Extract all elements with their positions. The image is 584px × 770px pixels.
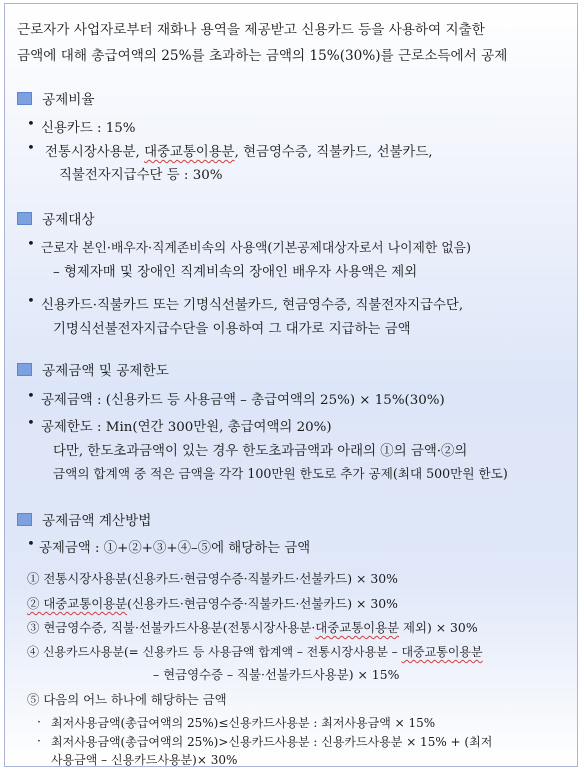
bullet-dot-icon: • xyxy=(27,141,35,156)
calc-item-1: ① 전통시장사용분(신용카드·현금영수증·직불카드·선불카드) × 30% xyxy=(27,571,398,586)
rate-30-line-1: 전통시장사용분, 대중교통이용분, 현금영수증, 직불카드, 선불카드, xyxy=(45,145,433,160)
calculation-formula: 공제금액 : ①+②+③+④–⑤에 해당하는 금액 xyxy=(39,541,311,556)
calc-item-4-line-2: – 현금영수증 – 직불·선불카드사용분) × 15% xyxy=(153,667,400,682)
square-bullet-icon xyxy=(17,92,32,105)
calc-item-2: ② 대중교통이용분(신용카드·현금영수증·직불카드·선불카드) × 30% xyxy=(27,596,398,611)
rate-30-line-2: 직불전자지급수단 등 : 30% xyxy=(59,168,223,183)
section-heading-calculation xyxy=(17,509,151,529)
section-heading-target xyxy=(17,208,95,228)
calc-item-4-line-1: ④ 신용카드사용분(= 신용카드 등 사용금액 합계액 – 전통시장사용분 – 대중교통이용분 xyxy=(27,645,483,659)
section-title: 공제금액 계산방법 xyxy=(42,513,152,529)
section-title: 공제대상 xyxy=(42,212,95,228)
bullet-dot-icon: • xyxy=(27,237,35,252)
section-title: 공제금액 및 공제한도 xyxy=(42,363,169,379)
square-bullet-icon xyxy=(17,513,32,526)
target-line-4: 기명식선불전자지급수단을 이용하여 그 대가로 지급하는 금액 xyxy=(53,322,411,337)
calc-item-5-case-b-line-2: 사용금액 – 신용카드사용분)× 30% xyxy=(51,753,238,767)
bullet-dot-icon: • xyxy=(27,537,35,552)
section-heading-amount-limit xyxy=(17,359,169,379)
deduction-limit-line-3: 금액의 합계액 중 적은 금액을 각각 100만원 한도로 추가 공제(최대 500만원 한도) xyxy=(53,466,508,481)
calc-item-5: ⑤ 다음의 어느 하나에 해당하는 금액 xyxy=(27,692,227,707)
square-bullet-icon xyxy=(17,212,32,225)
bullet-dot-icon: · xyxy=(37,714,41,729)
section-heading-rate xyxy=(17,88,95,108)
deduction-amount-formula: 공제금액 : (신용카드 등 사용금액 – 총급여액의 25%) × 15%(30%) xyxy=(41,393,445,408)
intro-line-2: 금액에 대해 총급여액의 25%를 초과하는 금액의 15%(30%)를 근로소득에서 공제 xyxy=(17,48,508,64)
bullet-dot-icon: • xyxy=(27,294,35,309)
bullet-dot-icon: · xyxy=(37,733,41,748)
calc-item-5-case-a: 최저사용금액(총급여액의 25%)≤신용카드사용분 : 최저사용금액 × 15% xyxy=(51,716,436,730)
target-line-2: – 형제자매 및 장애인 직계비속의 장애인 배우자 사용액은 제외 xyxy=(53,265,418,280)
intro-line-1: 근로자가 사업자로부터 재화나 용역을 제공받고 신용카드 등을 사용하여 지출한 xyxy=(17,22,485,38)
square-bullet-icon xyxy=(17,363,32,376)
target-line-3: 신용카드·직불카드 또는 기명식선불카드, 현금영수증, 직불전자지급수단, xyxy=(41,298,464,313)
calc-item-5-case-b-line-1: 최저사용금액(총급여액의 25%)>신용카드사용분 : 신용카드사용분 × 15% + (최저 xyxy=(51,735,493,749)
bullet-dot-icon: • xyxy=(27,416,35,431)
rate-credit-card: 신용카드 : 15% xyxy=(41,121,136,136)
document-page xyxy=(4,3,578,767)
calc-item-3: ③ 현금영수증, 직불·선불카드사용분(전통시장사용분·대중교통이용분 제외) × 30% xyxy=(27,620,478,635)
target-line-1: 근로자 본인·배우자·직계존비속의 사용액(기본공제대상자로서 나이제한 없음) xyxy=(41,241,471,256)
bullet-dot-icon: • xyxy=(27,389,35,404)
section-title: 공제비율 xyxy=(42,92,95,108)
deduction-limit-line-2: 다만, 한도초과금액이 있는 경우 한도초과금액과 아래의 ①의 금액·②의 xyxy=(53,444,468,459)
deduction-limit-line-1: 공제한도 : Min(연간 300만원, 총급여액의 20%) xyxy=(41,420,332,435)
bullet-dot-icon: • xyxy=(27,117,35,132)
